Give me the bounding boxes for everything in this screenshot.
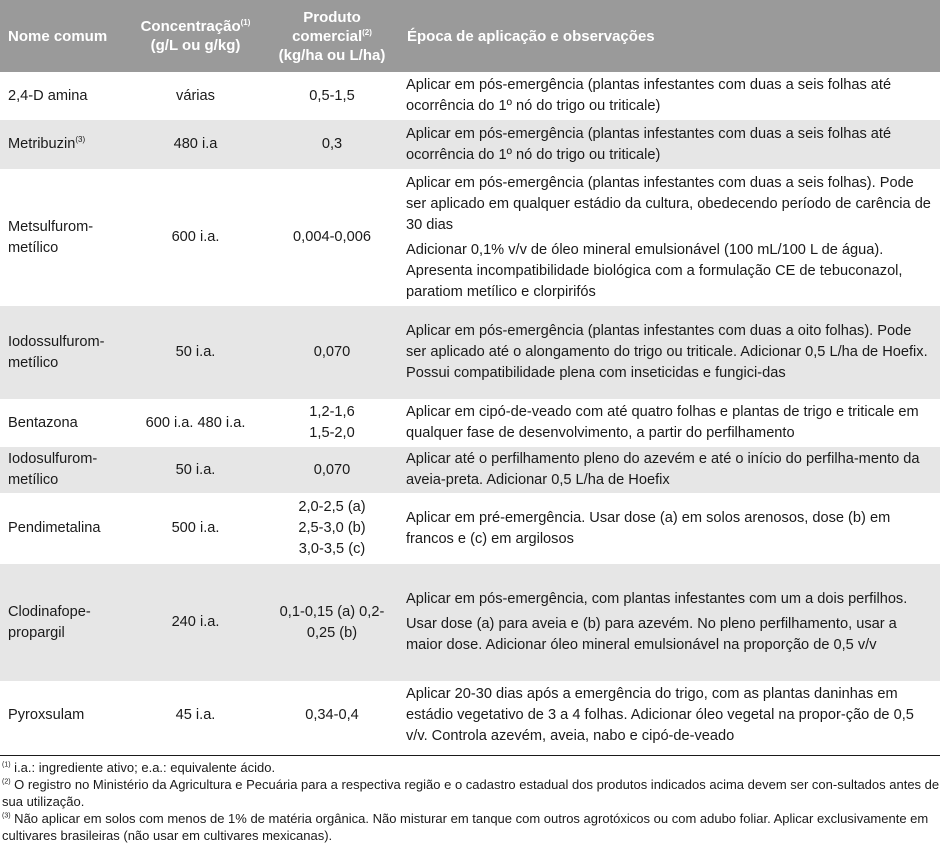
concentration-text: 480 i.a [173, 136, 218, 152]
header-product-unit: (kg/ha ou L/ha) [278, 46, 386, 64]
application-note-text: Aplicar em cipó-de-veado com até quatro folhas e plantas de trigo e triticale em qualquer fase de desenvolvimento, a partir do perfilhamento [406, 404, 919, 441]
common-name-text: Pyroxsulam [8, 707, 85, 723]
application-note-text: Usar dose (a) para aveia e (b) para azevém. No pleno perfilhamento, usar a maior dose. Adicionar óleo mineral emulsionável na proporção de 0,5 v/v [406, 616, 897, 653]
common-name-text: Metsulfurom- [8, 218, 94, 235]
concentration-text: 240 i.a. [171, 614, 220, 630]
common-name-text: Iodossulfurom- [8, 333, 105, 350]
cell-commercial-product [265, 170, 399, 306]
header-application-notes-label: Época de aplicação e observações [407, 27, 655, 45]
cell-commercial-product [265, 564, 399, 682]
cell-application-notes [399, 170, 940, 306]
common-name-text: metílico [8, 472, 59, 488]
footnote-text: O registro no Ministério da Agricultura e Pecuária para a respectiva região e o cadastro estadual dos produtos indicados acima devem ser con-sultados antes de sua utilização. [2, 777, 940, 809]
concentration-text: 50 i.a. [175, 461, 216, 478]
concentration-text: 500 i.a. [171, 520, 220, 536]
application-note-text: Aplicar em pós-emergência, com plantas infestantes com um a dois perfilhos. [406, 591, 908, 607]
application-note-text: Aplicar em pós-emergência (plantas infestantes com duas a seis folhas até ocorrência do 1º nó do trigo ou triticale) [406, 77, 892, 114]
cell-application-notes [399, 400, 940, 447]
cell-concentration [126, 564, 265, 682]
common-name-text: Iodosulfurom- [8, 451, 98, 467]
common-name-text-part: Metribuzin [8, 136, 76, 152]
product-dose-text: 1,5-2,0 [309, 425, 355, 441]
cell-application-notes [399, 564, 940, 682]
header-common-name-label: Nome comum [8, 27, 108, 45]
cell-commercial-product [265, 494, 399, 564]
cell-concentration [126, 120, 265, 170]
footnote-mark: (1) [2, 761, 11, 769]
footnote [0, 759, 940, 776]
footnote-text: i.a.: ingrediente ativo; e.a.: equivalente ácido. [10, 760, 276, 775]
footnotes [0, 755, 940, 844]
header-application-notes [399, 0, 940, 73]
cell-commercial-product [265, 447, 399, 494]
header-concentration-label: Concentração [140, 18, 241, 35]
concentration-text: 600 i.a. 480 i.a. [145, 414, 246, 431]
table-row [0, 120, 940, 170]
product-dose-text: 0,25 (b) [306, 624, 358, 641]
common-name-text: Bentazona [8, 414, 78, 431]
footnote-ref-2: (2) [362, 27, 372, 37]
table-row [0, 447, 940, 494]
footnote-mark: (3) [2, 812, 11, 820]
cell-concentration [126, 447, 265, 494]
concentration-text: 50 i.a. [175, 344, 216, 360]
common-name-text: Pendimetalina [8, 520, 101, 536]
product-dose-text: 0,34-0,4 [305, 707, 359, 723]
cell-concentration [126, 400, 265, 447]
cell-application-notes [399, 120, 940, 170]
application-note-text: Aplicar em pós-emergência (plantas infestantes com duas a seis folhas). Pode ser aplicado em qualquer estádio da cultura, obedecendo período de carência de 30 dias [406, 174, 931, 233]
product-dose-text: 0,004-0,006 [293, 229, 371, 245]
cell-concentration [126, 494, 265, 564]
cell-common-name [0, 120, 126, 170]
cell-application-notes [399, 73, 940, 120]
application-note-text: Aplicar em pré-emergência. Usar dose (a) em solos arenosos, dose (b) em francos e (c) em argilosos [406, 509, 891, 547]
header-concentration [126, 0, 265, 73]
cell-concentration [126, 73, 265, 120]
cell-concentration [126, 682, 265, 750]
footnote-mark: (2) [2, 778, 11, 786]
product-dose-text: 2,5-3,0 (b) [298, 520, 366, 536]
cell-common-name [0, 494, 126, 564]
cell-commercial-product [265, 73, 399, 120]
common-name-text [8, 134, 120, 155]
common-name-text: 2,4-D amina [8, 87, 88, 104]
table-header [0, 0, 940, 73]
header-commercial-product [265, 0, 399, 73]
application-note-text: Aplicar até o perfilhamento pleno do azevém e até o início do perfilha-mento da aveia-preta. Adicionar 0,5 L/ha de Hoefix [406, 451, 920, 488]
table-row [0, 494, 940, 564]
header-concentration-unit: (g/L ou g/kg) [150, 37, 241, 54]
table-row [0, 682, 940, 750]
cell-application-notes [399, 306, 940, 400]
header-commercial-label: comercial [292, 27, 363, 45]
cell-application-notes [399, 682, 940, 750]
footnote-text: Não aplicar em solos com menos de 1% de matéria orgânica. Não misturar em tanque com outros agrotóxicos ou com adubo foliar. Aplicar exclusivamente em cultivares brasileiras (não usar em cultivares mexicanas). [2, 811, 929, 843]
concentration-text: 600 i.a. [171, 229, 220, 245]
footnote-ref-3: (3) [75, 135, 86, 145]
product-dose-text: 3,0-3,5 (c) [298, 541, 366, 557]
common-name-text: metílico [8, 354, 59, 371]
cell-common-name [0, 306, 126, 400]
cell-concentration [126, 306, 265, 400]
product-dose-text: 1,2-1,6 [309, 404, 355, 420]
footnote [0, 810, 940, 844]
cell-common-name [0, 400, 126, 447]
common-name-text: propargil [8, 624, 65, 641]
application-note-text: Adicionar 0,1% v/v de óleo mineral emulsionável (100 mL/100 L de água). Apresenta incompatibilidade biológica com a formulação CE de tebuconazol, paratiom metílico e clorpirifós [406, 241, 903, 300]
cell-concentration [126, 170, 265, 306]
cell-application-notes [399, 447, 940, 494]
common-name-text: metílico [8, 239, 59, 256]
product-dose-text: 0,070 [313, 461, 351, 478]
table-row [0, 170, 940, 306]
product-dose-text: 2,0-2,5 (a) [298, 499, 366, 515]
cell-common-name [0, 447, 126, 494]
table-row [0, 306, 940, 400]
table-row [0, 73, 940, 120]
table-row [0, 564, 940, 682]
application-note-text: Aplicar 20-30 dias após a emergência do trigo, com as plantas daninhas em estádio vegetativo de 3 a 4 folhas. Adicionar óleo vegetal na propor-ção de 0,5 v/v. Controla azevém, aveia, nabo e cipó-de-veado [406, 686, 914, 744]
table-body [0, 73, 940, 750]
cell-application-notes [399, 494, 940, 564]
footnote [0, 776, 940, 810]
cell-common-name [0, 682, 126, 750]
cell-common-name [0, 170, 126, 306]
product-dose-text: 0,3 [321, 136, 343, 152]
common-name-text: Clodinafope- [8, 603, 91, 620]
cell-commercial-product [265, 306, 399, 400]
footnote-ref-1: (1) [240, 18, 251, 27]
application-note-text: Aplicar em pós-emergência (plantas infestantes com duas a seis folhas até ocorrência do 1º nó do trigo ou triticale) [406, 125, 892, 163]
concentration-text: 45 i.a. [175, 707, 216, 723]
concentration-text: várias [176, 87, 215, 104]
cell-commercial-product [265, 682, 399, 750]
cell-commercial-product [265, 400, 399, 447]
product-dose-text: 0,1-0,15 (a) 0,2- [279, 603, 385, 620]
header-common-name [0, 0, 126, 73]
cell-common-name [0, 73, 126, 120]
product-dose-text: 0,5-1,5 [309, 87, 355, 104]
cell-common-name [0, 564, 126, 682]
product-dose-text: 0,070 [313, 344, 351, 360]
header-product-label: Produto [303, 8, 361, 26]
application-note-text: Aplicar em pós-emergência (plantas infestantes com duas a oito folhas). Pode ser aplicado até o alongamento do trigo ou triticale. Adicionar 0,5 L/ha de Hoefix. Possui compatibilidade plena com inseticidas e fungici-das [406, 323, 928, 381]
cell-commercial-product [265, 120, 399, 170]
table-row [0, 400, 940, 447]
